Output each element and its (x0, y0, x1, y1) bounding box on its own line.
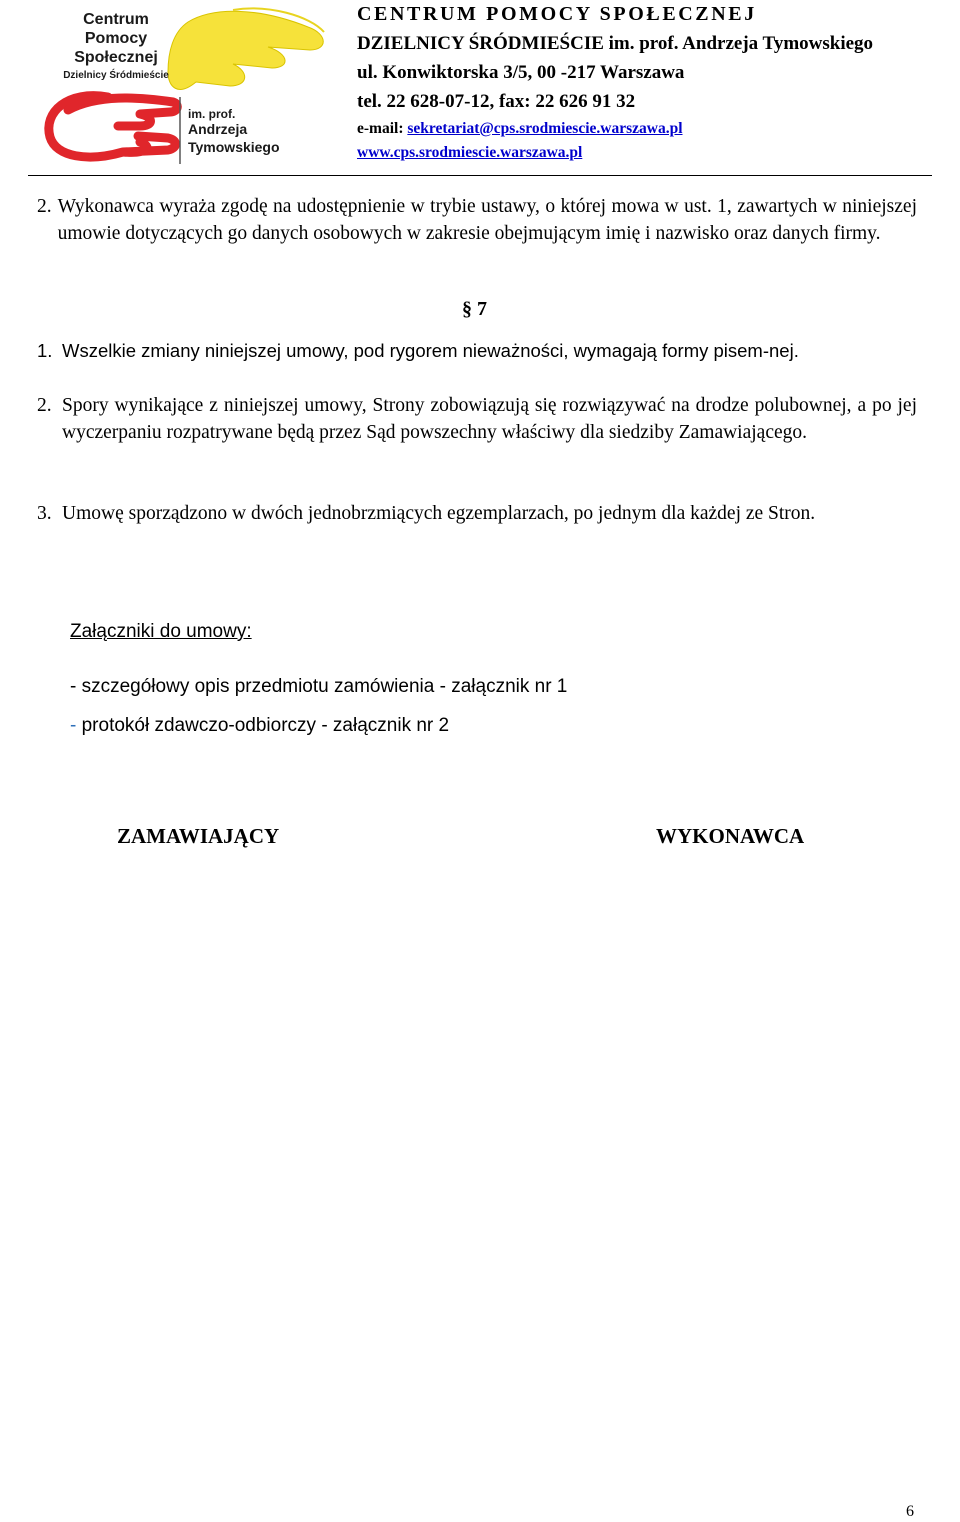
attachment-item (70, 676, 567, 698)
logo-text-line4: Dzielnicy Śródmieście (63, 70, 169, 81)
org-address: ul. Konwiktorska 3/5, 00 -217 Warszawa (357, 62, 685, 83)
signature-client: ZAMAWIAJĄCY (117, 824, 280, 848)
section-heading: § 7 (462, 298, 487, 320)
clause-number: 1. (37, 340, 53, 361)
email-label: e-mail: (357, 120, 404, 137)
attachment-text: szczegółowy opis przedmiotu zamówienia - załącznik nr 1 (81, 676, 568, 697)
org-phone: tel. 22 628-07-12, fax: 22 626 91 32 (357, 91, 636, 112)
logo-text-line5: im. prof. (188, 107, 236, 121)
org-email-line (357, 116, 957, 141)
logo-text-line6: Andrzeja (188, 121, 248, 137)
clause-text: Spory wynikające z niniejszej umowy, Strony zobowiązują się rozwiązywać na drodze polubownej, a po jej wyczerpaniu rozpatrywane będą przez Sąd powszechny właściwy dla siedziby Zamawiającego. (62, 395, 917, 443)
list-dash: - (70, 676, 77, 697)
org-district: DZIELNICY ŚRÓDMIEŚCIE im. prof. Andrzeja Tymowskiego (357, 33, 874, 54)
logo-text-line2: Pomocy (84, 30, 148, 47)
signature-contractor: WYKONAWCA (656, 824, 805, 848)
website-link[interactable]: www.cps.srodmiescie.warszawa.pl (357, 144, 583, 161)
clause-number: 2. (37, 395, 52, 416)
paragraph-text: Wykonawca wyraża zgodę na udostępnienie w trybie ustawy, o której mowa w ust. 1, zawartych w niniejszej umowie dotyczących go danych osobowych w zakresie obejmującym imię i nazwisko oraz danych firmy. (57, 196, 917, 244)
letterhead (357, 0, 957, 165)
logo-hands-graphic (28, 2, 338, 167)
paragraph-consent (37, 193, 917, 247)
attachments-title: Załączniki do umowy: (70, 621, 252, 642)
page-number: 6 (906, 1503, 914, 1520)
logo-text-line3: Społecznej (74, 49, 158, 66)
attachment-item (70, 715, 449, 737)
list-dash: - (70, 715, 77, 736)
attachment-text: protokół zdawczo-odbiorczy - załącznik nr 2 (81, 715, 450, 736)
clause-text: Wszelkie zmiany niniejszej umowy, pod rygorem nieważności, wymagają formy pisem-nej. (62, 340, 799, 361)
paragraph-number: 2. (37, 196, 52, 217)
clause-text: Umowę sporządzono w dwóch jednobrzmiących egzemplarzach, po jednym dla każdej ze Stron. (62, 503, 816, 524)
email-link[interactable]: sekretariat@cps.srodmiescie.warszawa.pl (407, 120, 683, 137)
clause-number: 3. (37, 503, 52, 524)
clause-3 (37, 500, 917, 527)
organization-logo (28, 2, 338, 167)
header-divider (28, 175, 932, 176)
logo-text-line7: Tymowskiego (188, 139, 280, 155)
clause-2 (37, 392, 917, 446)
clause-1 (37, 337, 917, 364)
org-name: CENTRUM POMOCY SPOŁECZNEJ (357, 3, 757, 25)
logo-text-line1: Centrum (83, 11, 149, 28)
